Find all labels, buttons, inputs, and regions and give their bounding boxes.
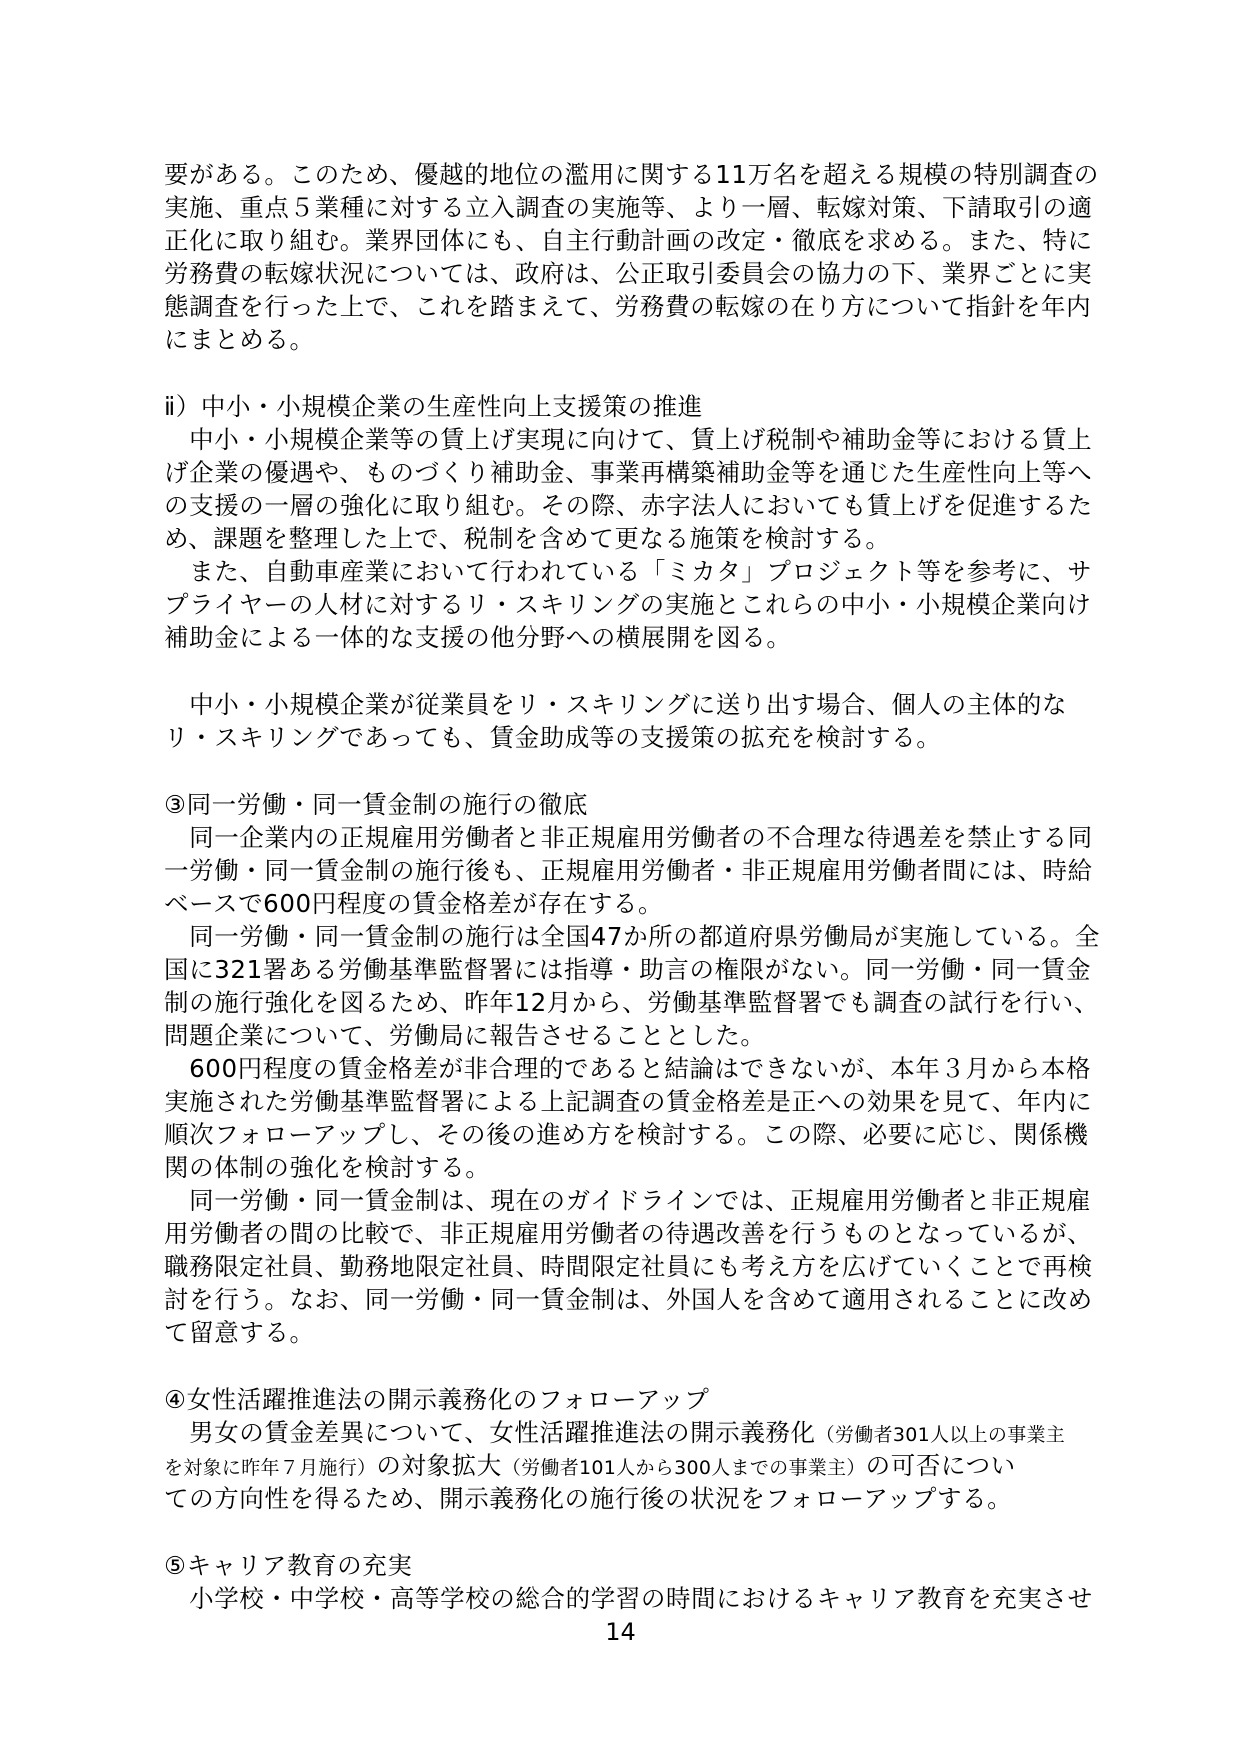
text-line: 問題企業について、労働局に報告させることとした。 — [164, 1021, 766, 1050]
text-line: 同一労働・同一賃金制は、現在のガイドラインでは、正規雇用労働者と非正規雇 — [164, 1186, 1092, 1215]
text-line — [164, 1449, 1094, 1482]
text-line: 600円程度の賃金格差が非合理的であると結論はできないが、本年３月から本格 — [164, 1054, 1092, 1083]
text-line: 要がある。このため、優越的地位の濫用に関する11万名を超える規模の特別調査の — [164, 160, 1099, 189]
paragraph-gap — [164, 1349, 1094, 1383]
text-line: 討を行う。なお、同一労働・同一賃金制は、外国人を含めて適用されることに改め — [164, 1285, 1093, 1314]
paragraph-gap — [164, 1515, 1094, 1549]
text-line: ベースで600円程度の賃金格差が存在する。 — [164, 889, 664, 918]
text-line — [164, 1416, 1094, 1449]
section-3 — [164, 788, 1100, 1349]
text-line: 中小・小規模企業等の賃上げ実現に向けて、賃上げ税制や補助金等における賃上 — [164, 425, 1093, 454]
section-4 — [164, 1383, 1094, 1515]
section-heading: ⅱ）中小・小規模企業の生産性向上支援策の推進 — [164, 392, 703, 421]
note-span: （労働者101人から300人までの事業主） — [501, 1457, 866, 1479]
text-line: 補助金による一体的な支援の他分野への横展開を図る。 — [164, 623, 792, 652]
paragraph-gap — [164, 654, 1094, 688]
text-span: 男女の賃金差異について、女性活躍推進法の開示義務化 — [164, 1418, 816, 1447]
paragraph-gap — [164, 356, 1094, 390]
text-line: リ・スキリングであっても、賃金助成等の支援策の拡充を検討する。 — [164, 723, 942, 752]
continuation-paragraph — [164, 158, 1099, 356]
text-line: て留意する。 — [164, 1318, 315, 1347]
section-ii — [164, 390, 1094, 754]
text-line: 労務費の転嫁状況については、政府は、公正取引委員会の協力の下、業界ごとに実 — [164, 259, 1093, 288]
text-line: 職務限定社員、勤務地限定社員、時間限定社員にも考え方を広げていくことで再検 — [164, 1252, 1093, 1281]
text-line: 同一企業内の正規雇用労働者と非正規雇用労働者の不合理な待遇差を禁止する同 — [164, 823, 1093, 852]
section-heading: ③同一労働・同一賃金制の施行の徹底 — [164, 790, 589, 819]
text-line: 同一労働・同一賃金制の施行は全国47か所の都道府県労働局が実施している。全 — [164, 922, 1100, 951]
text-line: げ企業の優遇や、ものづくり補助金、事業再構築補助金等を通じた生産性向上等へ — [164, 458, 1093, 487]
text-line: め、課題を整理した上で、税制を含めて更なる施策を検討する。 — [164, 524, 891, 553]
paragraph-gap — [164, 754, 1094, 788]
text-line: 正化に取り組む。業界団体にも、自主行動計画の改定・徹底を求める。また、特に — [164, 226, 1093, 255]
text-line: 小学校・中学校・高等学校の総合的学習の時間におけるキャリア教育を充実させ — [164, 1584, 1093, 1613]
text-line: ての方向性を得るため、開示義務化の施行後の状況をフォローアップする。 — [164, 1484, 1013, 1513]
text-line: 一労働・同一賃金制の施行後も、正規雇用労働者・非正規雇用労働者間には、時給 — [164, 856, 1093, 885]
text-line: 態調査を行った上で、これを踏まえて、労務費の転嫁の在り方について指針を年内 — [164, 292, 1092, 321]
text-line: また、自動車産業において行われている「ミカタ」プロジェクト等を参考に、サ — [164, 557, 1093, 586]
note-span: （労働者301人以上の事業主 — [815, 1424, 1066, 1446]
text-span: の対象拡大 — [376, 1451, 502, 1480]
text-line: にまとめる。 — [164, 325, 315, 354]
text-line: の支援の一層の強化に取り組む。その際、赤字法人においても賃上げを促進するた — [164, 491, 1093, 520]
document-body — [164, 158, 1100, 1615]
section-5 — [164, 1549, 1094, 1615]
page-number: 14 — [605, 1618, 636, 1646]
section-heading: ⑤キャリア教育の充実 — [164, 1551, 413, 1580]
text-line: 制の施行強化を図るため、昨年12月から、労働基準監督署でも調査の試行を行い、 — [164, 988, 1099, 1017]
text-line: プライヤーの人材に対するリ・スキリングの実施とこれらの中小・小規模企業向け — [164, 590, 1092, 619]
text-line: 順次フォローアップし、その後の進め方を検討する。この際、必要に応じ、関係機 — [164, 1120, 1089, 1149]
text-line: 用労働者の間の比較で、非正規雇用労働者の待遇改善を行うものとなっているが、 — [164, 1219, 1093, 1248]
text-line: 関の体制の強化を検討する。 — [164, 1153, 491, 1182]
text-line: 中小・小規模企業が従業員をリ・スキリングに送り出す場合、個人の主体的な — [164, 690, 1068, 719]
section-heading: ④女性活躍推進法の開示義務化のフォローアップ — [164, 1385, 710, 1414]
text-line: 国に321署ある労働基準監督署には指導・助言の権限がない。同一労働・同一賃金 — [164, 955, 1092, 984]
text-line: 実施、重点５業種に対する立入調査の実施等、より一層、転嫁対策、下請取引の適 — [164, 193, 1093, 222]
note-span: を対象に昨年７月施行） — [164, 1457, 377, 1479]
text-line: 実施された労働基準監督署による上記調査の賃金格差是正への効果を見て、年内に — [164, 1087, 1093, 1116]
text-span: の可否につい — [865, 1451, 1016, 1480]
